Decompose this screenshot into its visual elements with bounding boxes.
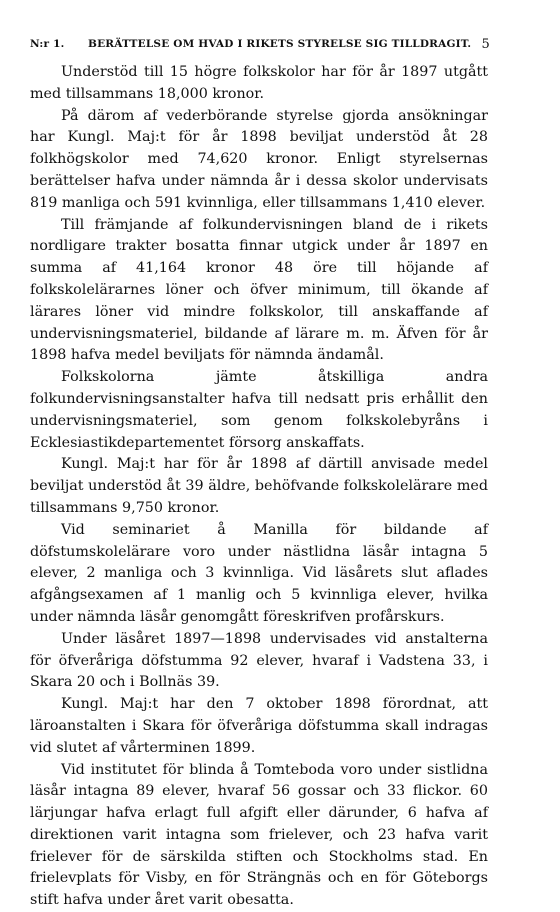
paragraph: På därom af vederbörande styrelse gjorda ansökningar har Kungl. Maj:t för år 1898 beviljat understöd åt 28 folkhögskolor med 74,620 kronor. Enligt styrelsernas berättelser hafva under nämnda år i dessa skolor undervisats 819 manliga och 591 kvinnliga, eller tillsammans 1,410 elever. bbox=[30, 106, 488, 215]
paragraph: Under läsåret 1897—1898 undervisades vid anstalterna för öfveråriga döfstumma 92 elever, hvaraf i Vadstena 33, i Skara 20 och i Bollnäs 39. bbox=[30, 629, 488, 694]
paragraph: Kungl. Maj:t har den 7 oktober 1898 förordnat, att läroanstalten i Skara för öfveråriga döfstumma skall indragas vid slutet af vårterminen 1899. bbox=[30, 694, 488, 759]
page-header bbox=[30, 38, 488, 54]
paragraph: Understöd till 15 högre folkskolor har för år 1897 utgått med tillsammans 18,000 kronor. bbox=[30, 62, 488, 106]
paragraph: Vid seminariet å Manilla för bildande af döfstumskolelärare voro under nästlidna läsår intagna 5 elever, 2 manliga och 3 kvinnliga. Vid läsårets slut aflades afgångsexamen af 1 manlig och 5 kvinnliga elever, hvilka under nämnda läsår genomgått föreskrifven profårskurs. bbox=[30, 520, 488, 629]
issue-number: N:r 1. bbox=[30, 38, 64, 50]
body-text bbox=[30, 62, 488, 912]
paragraph: Till främjande af folkundervisningen bland de i rikets nordligare trakter bosatta finnar utgick under år 1897 en summa af 41,164 kronor 48 öre till höjande af folkskolelärarnes löner och öfver minimum, till ökande af lärares löner vid mindre folkskolor, till anskaffande af undervisningsmateriel, bildande af lärare m. m. Äfven för år 1898 hafva medel beviljats för nämnda ändamål. bbox=[30, 215, 488, 368]
paragraph: Kungl. Maj:t har för år 1898 af därtill anvisade medel beviljat understöd åt 39 äldre, behöfvande folkskolelärare med tillsammans 9,750 kronor. bbox=[30, 454, 488, 519]
paragraph: Folkskolorna jämte åtskilliga andra folkundervisningsanstalter hafva till nedsatt pris erhållit den undervisningsmateriel, som genom folkskolebyråns i Ecklesiastikdepartementet försorg anskaffats. bbox=[30, 367, 488, 454]
paragraph: Vid institutet för blinda å Tomteboda voro under sistlidna läsår intagna 89 elever, hvaraf 56 gossar och 33 flickor. 60 lärjungar hafva erlagt full afgift eller därunder, 6 hafva af direktionen varit intagna som frielever, och 23 hafva varit frielever för de särskilda stiften och Stockholms stad. En frielevplats för Visby, en för Strängnäs och en för Göteborgs stift hafva under året varit obesatta. bbox=[30, 760, 488, 912]
running-title: BERÄTTELSE OM HVAD I RIKETS STYRELSE SIG TILLDRAGIT. bbox=[88, 38, 471, 50]
page-number: 5 bbox=[482, 37, 490, 52]
